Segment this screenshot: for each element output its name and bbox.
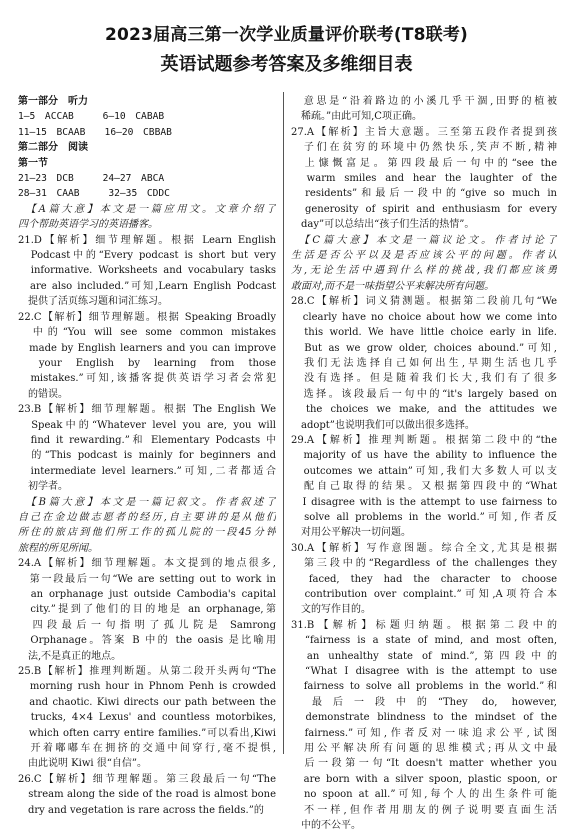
text-line: 24.A【解析】细节理解题。本文提到的地点很多, <box>18 558 276 570</box>
text-line: the choices we make, and the attitudes we <box>291 404 557 416</box>
text-line: mistakes.”可知,该播客提供英语学习者会常犯 <box>18 373 276 385</box>
text-line: morning rush hour in Phnom Penh is crowded <box>18 681 276 693</box>
text-line: Orphanage。答案 B 中的 the oasis 是比喻用 <box>18 635 276 647</box>
text-line: no spoon at all.”可知,每个人的出生条件可能 <box>291 789 557 801</box>
text-line: an unhealthy state of mind.”,第四段中的 <box>291 650 557 662</box>
text-line: fairness.”可知,作者反对一味追求公平,试图 <box>291 727 557 739</box>
text-line: generosity of spirit and enthusiasm for every <box>291 203 557 215</box>
text-line: 26.C【解析】细节理解题。第三段最后一句“The <box>18 773 276 785</box>
text-line: 选择。该段最后一句中的“it's largely based on <box>291 388 557 400</box>
text-line: clearly have no choice about how we come into <box>291 311 557 323</box>
text-line: informative. Worksheets and vocabulary tasks <box>18 265 276 277</box>
text-line: 自己在金边做志愿者的经历,自主要讲的是从他们 <box>18 511 276 523</box>
text-line: 的错误。 <box>18 388 68 400</box>
text-line: 28.C【解析】词义猜测题。根据第二段前几句“We <box>291 296 557 308</box>
text-line: 所住的旅店到他们所工作的孤儿院的一段45分钟 <box>18 527 276 539</box>
text-line: 敢面对,而不是一味指望公平来解决所有问题。 <box>291 280 495 292</box>
left-column <box>18 94 276 818</box>
text-line: residents”和最后一段中的“give so much in <box>291 188 557 200</box>
text-line: 【C篇大意】本文是一篇议论文。作者讨论了 <box>291 234 557 246</box>
text-line: fairness to solve all problems in the world.”和 <box>291 681 557 693</box>
text-line: 子们在贫穷的环境中仍然快乐,笑声不断,精神 <box>291 142 557 154</box>
answer-row: 28—31 CAAB 32—35 CDDC <box>18 188 170 200</box>
text-line: 生活是否公平以及是否应该公平的问题。作者认 <box>291 250 557 262</box>
text-line: 31.B【解析】标题归纳题。根据第二段中的 <box>291 619 557 631</box>
section-heading: 第一节 <box>18 157 48 169</box>
text-line: 稀疏。”由此可知,C项正确。 <box>291 111 422 123</box>
text-line: Podcast中的“Every podcast is short but very <box>18 250 276 262</box>
text-line: I disagree with is the attempt to use fairness to <box>291 496 557 508</box>
text-line: are born with a silver spoon, plastic spoon, or <box>291 773 557 785</box>
text-line: intermediate level learners.”可知,二者都适合 <box>18 465 276 477</box>
text-line: 四段最后一句指明了孤儿院是 Samrong <box>18 619 276 631</box>
text-line: 30.A【解析】写作意图题。综合全文,尤其是根据 <box>291 542 557 554</box>
text-line: contribution over complaint.”可知,A项符合本 <box>291 589 557 600</box>
text-line: 不一样,但作者用朋友的例子说明要直面生活 <box>291 804 557 816</box>
text-line: But as we grow older, choices abound.”可知, <box>291 342 557 354</box>
text-line: 第一段最后一句“We are setting out to work in <box>18 573 276 585</box>
text-line: dry and vegetation is rare across the fields.”的 <box>18 804 264 816</box>
text-line: your English by learning from those <box>18 357 276 369</box>
text-line: 中的不公平。 <box>291 820 361 832</box>
text-line: find it rewarding.”和 Elementary Podcasts 中 <box>18 434 276 446</box>
text-line: 提供了活页练习题和词汇练习。 <box>18 296 168 308</box>
text-line: 29.A【解析】推理判断题。根据第二段中的“the <box>291 434 557 446</box>
text-line: day”可以总结出“孩子们生活的热情”。 <box>291 219 475 231</box>
text-line: which often carry entire families.”可以看出,Kiwi <box>18 727 276 739</box>
text-line: city.”提到了他们的目的地是 an orphanage,第 <box>18 604 276 616</box>
text-line: 我们无法选择自己如何出生,早期生活也几乎 <box>291 357 557 369</box>
text-line: 中的“You will see some common mistakes <box>18 327 276 339</box>
page-subtitle: 英语试题参考答案及多维细目表 <box>160 54 413 75</box>
text-line: 开着嘟嘟车在拥挤的交通中间穿行,毫不提惧, <box>18 743 276 755</box>
text-line: trucks, 4×4 Lexus' and countless motorbikes, <box>18 712 276 724</box>
section-heading: 第二部分 阅读 <box>18 142 88 154</box>
text-line: 【A篇大意】本文是一篇应用文。文章介绍了 <box>18 203 276 215</box>
answer-row: 21—23 DCB 24—27 ABCA <box>18 173 165 185</box>
text-line: are also included.”可知,Learn English Podcast <box>18 280 276 292</box>
text-line: 配自己取得的结果。又根据第四段中的“What <box>291 481 557 493</box>
text-line: 最后一段中的“They do, however, <box>291 696 557 708</box>
text-line: 为,无论生活中遇到什么样的挑战,我们都应该勇 <box>291 265 557 277</box>
text-line: demonstrate blindness to the mindset of the <box>291 712 557 724</box>
text-line: 【B篇大意】本文是一篇记叙文。作者叙述了 <box>18 496 276 508</box>
text-line: 没有选择。但是随着我们长大,我们有了很多 <box>291 373 557 385</box>
text-line: an orphanage just outside Cambodia's capital <box>18 589 276 600</box>
column-divider <box>283 92 284 754</box>
text-line: 27.A【解析】主旨大意题。三至第五段作者提到孩 <box>291 126 557 138</box>
text-line: 法,不是真正的地点。 <box>18 650 122 662</box>
text-line: solve all problems in the world.”可知,作者反 <box>291 511 557 523</box>
section-heading: 第一部分 听力 <box>18 96 88 107</box>
text-line: 第三段中的“Regardless of the challenges they <box>291 558 557 570</box>
answer-row: 11—15 BCAAB 16—20 CBBAB <box>18 126 172 138</box>
text-line: adopt”也说明我们可以做出很多选择。 <box>291 419 475 431</box>
text-line: 文的写作目的。 <box>291 604 371 616</box>
text-line: 的“This podcast is mainly for beginners and <box>18 450 276 462</box>
text-line: 上慷慨富足。第四段最后一句中的“see the <box>291 157 557 169</box>
text-line: made by English learners and you can improve <box>18 342 276 354</box>
text-line: 由此说明 Kiwi 很“自信”。 <box>18 758 148 770</box>
text-line: warm smiles and hear the laughter of the <box>291 173 557 185</box>
text-line: 旅程的所见所闻。 <box>18 542 98 554</box>
text-line: 意思是“沿着路边的小溪几乎干涸,田野的植被 <box>291 96 557 107</box>
text-line: this world. We have little choice early in life. <box>291 327 557 339</box>
text-line: 后一段第一句“It doesn't matter whether you <box>291 758 557 770</box>
text-line: stream along the side of the road is almost bone <box>18 789 276 801</box>
text-line: 25.B【解析】推理判断题。从第二段开头两句“The <box>18 666 276 678</box>
text-line: “What I disagree with is the attempt to use <box>291 666 557 678</box>
answer-row: 1—5 ACCAB 6—10 CABAB <box>18 111 165 123</box>
right-column <box>291 94 557 834</box>
text-line: 用公平解决所有问题的思维模式;再从文中最 <box>291 743 557 755</box>
text-line: 22.C【解析】细节理解题。根据 Speaking Broadly <box>18 311 276 323</box>
text-line: and chaotic. Kiwi directs our path between the <box>18 696 276 708</box>
text-line: 23.B【解析】细节理解题。根据 The English We <box>18 404 276 416</box>
text-line: 对用公平解决一切问题。 <box>291 527 411 539</box>
text-line: faced, they had the character to choose <box>291 573 557 585</box>
text-line: majority of us have the ability to influence the <box>291 450 557 462</box>
text-line: outcomes we attain”可知,我们大多数人可以支 <box>291 465 557 477</box>
page-title: 2023届高三第一次学业质量评价联考(T8联考) <box>104 25 469 45</box>
text-line: 四个帮助英语学习的英语播客。 <box>18 219 158 231</box>
text-line: 初学者。 <box>18 481 68 493</box>
text-line: 21.D【解析】细节理解题。根据 Learn English <box>18 234 276 246</box>
text-line: Speak中的“Whatever level you are, you will <box>18 419 276 431</box>
text-line: “fairness is a state of mind, and most often, <box>291 635 557 647</box>
